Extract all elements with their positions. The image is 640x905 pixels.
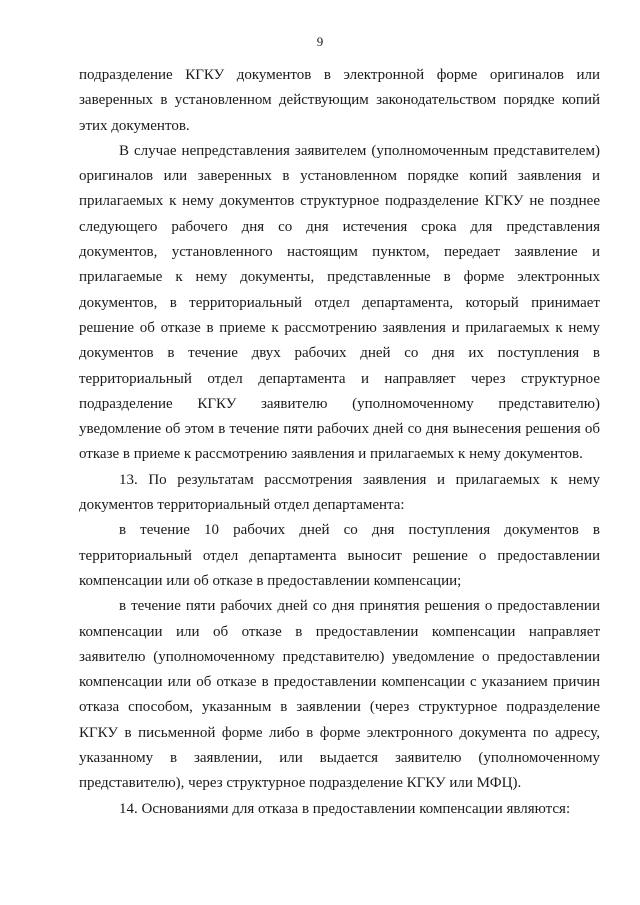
paragraph-clause-13-item-1: в течение 10 рабочих дней со дня поступления документов в территориальный отдел департамента выносит решение о предоставлении компенсации или об отказе в предоставлении компенсации; — [79, 522, 600, 589]
paragraph-clause-13-item-2: в течение пяти рабочих дней со дня принятия решения о предоставлении компенсации или об отказе в предоставлении компенсации направляет заявителю (уполномоченному представителю) уведомление о предоставлении компенсации или об отказе в предоставлении компенсации с указанием причин отказа способом, указанным в заявлении (через структурное подразделение КГКУ в письменной форме либо в форме электронного документа по адресу, указанному в заявлении, или выдается заявителю (уполномоченному представителю), через структурное подразделение КГКУ или МФЦ). — [79, 598, 600, 792]
paragraph-clause-13: 13. По результатам рассмотрения заявления и прилагаемых к нему документов территориальный отдел департамента: — [79, 471, 600, 514]
paragraph-nonsubmission: В случае непредставления заявителем (уполномоченным представителем) оригиналов или заверенных в установленном порядке копий заявления и прилагаемых к нему документов структурное подразделение КГКУ не позднее следующего рабочего дня со дня истечения срока для представления документов, установленного настоящим пунктом, передает заявление и прилагаемые к нему документы, представленные в форме электронных документов, в территориальный отдел департамента, который принимает решение об отказе в приеме к рассмотрению заявления и прилагаемых к нему документов в течение двух рабочих дней со дня их поступления в территориальный отдел департамента и направляет через структурное подразделение КГКУ заявителю (уполномоченному представителю) уведомление об этом в течение пяти рабочих дней со дня вынесения решения об отказе в приеме к рассмотрению заявления и прилагаемых к нему документов. — [79, 142, 600, 463]
document-body — [79, 63, 600, 822]
paragraph-continuation: подразделение КГКУ документов в электронной форме оригиналов или заверенных в установленном действующим законодательством порядке копий этих документов. — [79, 67, 600, 134]
page-number: 9 — [316, 34, 324, 49]
paragraph-clause-14: 14. Основаниями для отказа в предоставлении компенсации являются: — [119, 800, 571, 817]
